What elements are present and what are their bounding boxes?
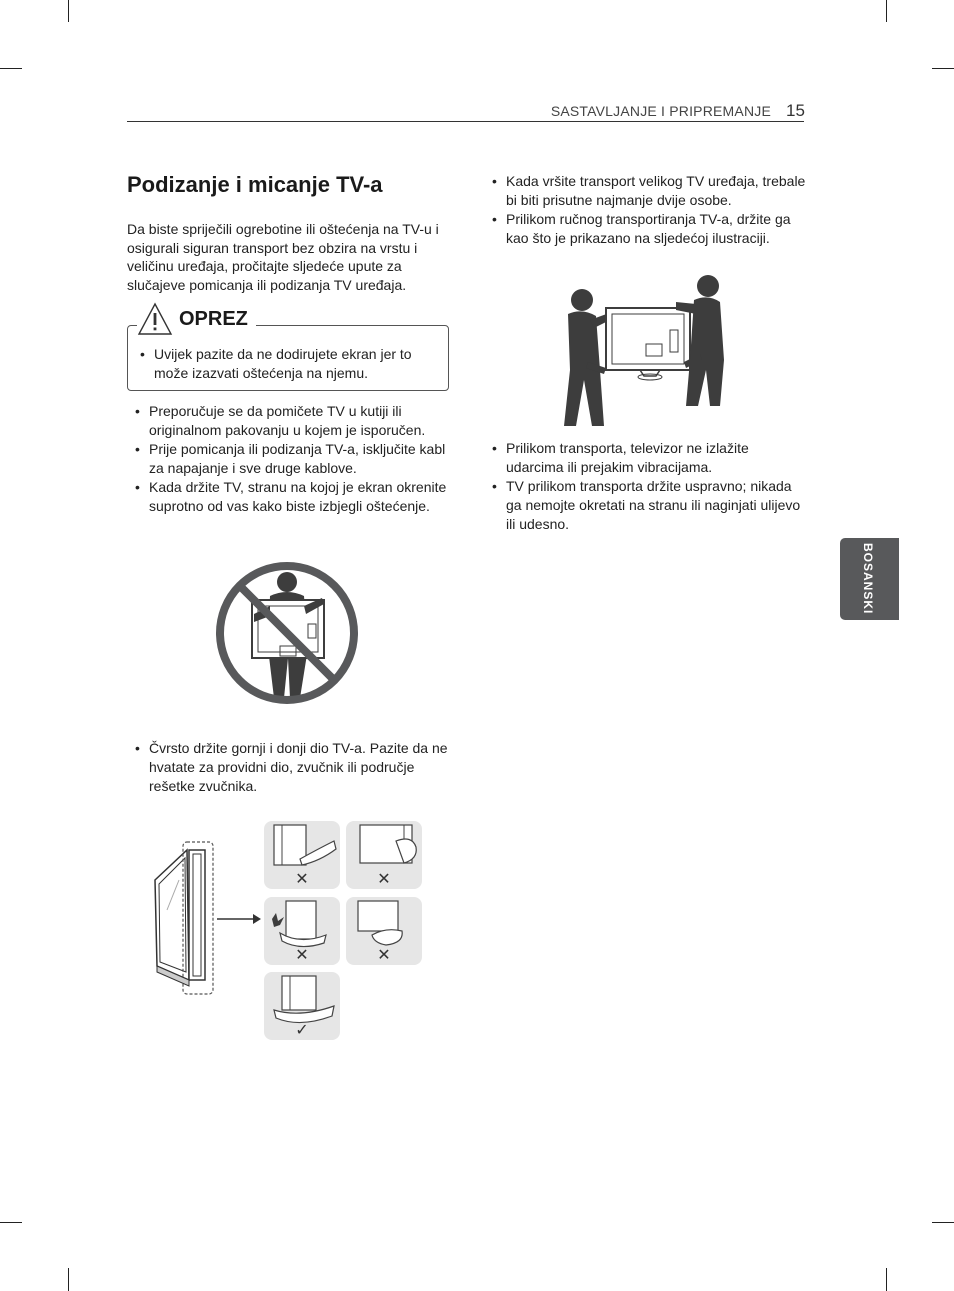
- crop-mark: [932, 1222, 954, 1223]
- right-bullet-list-bottom: [484, 439, 806, 534]
- left-bullet-list: [127, 402, 449, 516]
- section-title: SASTAVLJANJE I PRIPREMANJE: [550, 103, 771, 119]
- crop-mark: [932, 68, 954, 69]
- list-item: • Prilikom transporta, televizor ne izlažite udarcima ili prejakim vibracijama.: [484, 439, 806, 477]
- wrong-mark: ✕: [377, 869, 391, 888]
- list-item: • Uvijek pazite da ne dodirujete ekran jer to može izazvati oštećenja na njemu.: [132, 345, 432, 383]
- wrong-mark: ✕: [295, 869, 309, 888]
- arrow-icon: [217, 913, 261, 925]
- grip-panel-1: [264, 821, 340, 889]
- prohibited-carry-illustration: [212, 558, 362, 708]
- list-item: • Kada držite TV, stranu na kojoj je ekran okrenite suprotno od vas kako biste izbjegli oštećenje.: [127, 478, 449, 516]
- warning-icon: [137, 302, 173, 336]
- crop-mark: [0, 68, 22, 69]
- caution-list: [132, 345, 432, 383]
- crop-mark: [886, 1268, 887, 1291]
- grip-panel-4: [346, 897, 422, 965]
- crop-mark: [68, 0, 69, 22]
- list-item: • Preporučuje se da pomičete TV u kutiji ili originalnom pakovanju u kojem je isporučen.: [127, 402, 449, 440]
- wrong-mark: ✕: [295, 945, 309, 964]
- intro-paragraph: Da biste spriječili ogrebotine ili oštećenja na TV-u i osigurali siguran transport bez obzira na vrstu i veličinu uređaja, pročitajte sljedeće upute za slučajeve pomicanja ili podizanja TV uređaja.: [127, 221, 439, 293]
- language-tab: [840, 538, 899, 620]
- caution-label: OPREZ: [179, 307, 248, 330]
- language-tab-label: BOSANSKI: [861, 543, 875, 615]
- right-bullet-list-top: [484, 172, 806, 248]
- correct-mark: ✓: [295, 1020, 309, 1039]
- list-item: • Prije pomicanja ili podizanja TV-a, isključite kabl za napajanje i sve druge kablove.: [127, 440, 449, 478]
- page-title: Podizanje i micanje TV-a: [127, 172, 383, 197]
- grip-panel-5: [264, 972, 340, 1040]
- crop-mark: [886, 0, 887, 22]
- caution-heading: [137, 301, 256, 337]
- crop-mark: [68, 1268, 69, 1291]
- list-item: • Prilikom ručnog transportiranja TV-a, držite ga kao što je prikazano na sljedećoj ilustraciji.: [484, 210, 806, 248]
- grip-panel-2: [346, 821, 422, 889]
- page-number: 15: [786, 101, 805, 120]
- list-item: • Čvrsto držite gornji i donji dio TV-a. Pazite da ne hvatate za providni dio, zvučnik ili područje rešetke zvučnika.: [127, 739, 449, 796]
- two-person-carry-illustration: [560, 270, 730, 430]
- header-rule: [127, 121, 804, 122]
- grip-bullet-list: [127, 739, 449, 796]
- list-item: • TV prilikom transporta držite uspravno; nikada ga nemojte okretati na stranu ili naginjati ulijevo ili udesno.: [484, 477, 806, 534]
- wrong-mark: ✕: [377, 945, 391, 964]
- list-item: • Kada vršite transport velikog TV uređaja, trebale bi biti prisutne najmanje dvije osobe.: [484, 172, 806, 210]
- grip-panel-3: [264, 897, 340, 965]
- crop-mark: [0, 1222, 22, 1223]
